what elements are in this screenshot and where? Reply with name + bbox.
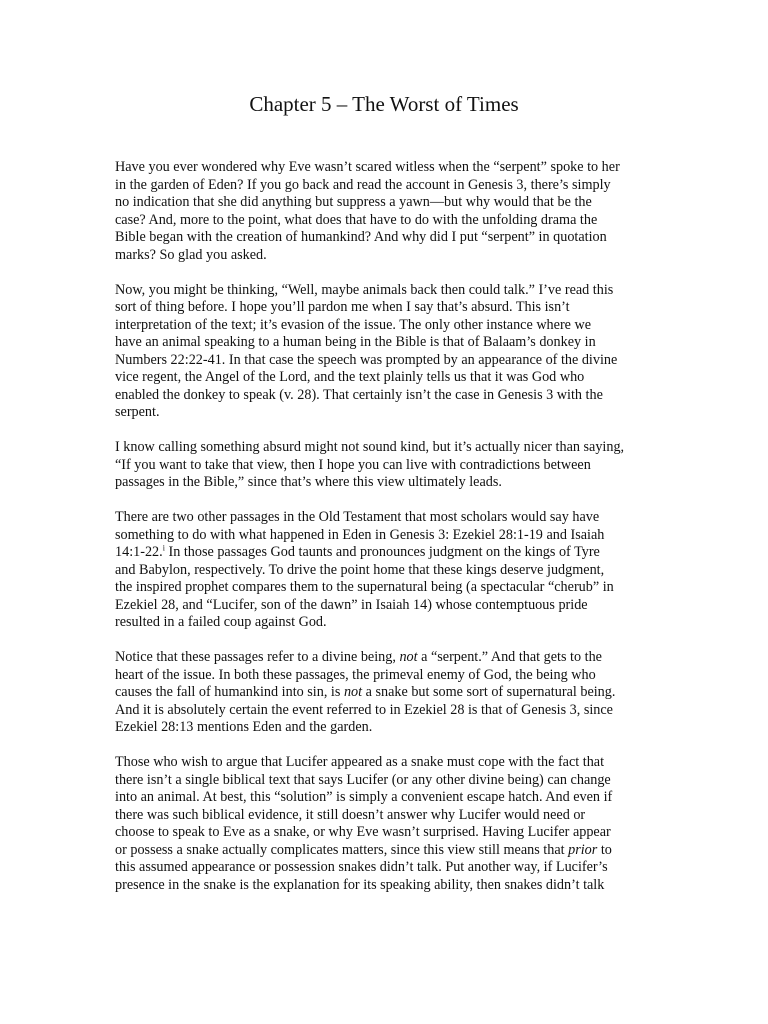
text-line: And it is absolutely certain the event referred to in Ezekiel 28 is that of Genesis 3, since bbox=[115, 701, 613, 718]
emphasis: not bbox=[399, 649, 418, 665]
text-line: heart of the issue. In both these passages, the primeval enemy of God, the being who bbox=[115, 666, 596, 683]
text-line: marks? So glad you asked. bbox=[115, 246, 267, 263]
text-line: passages in the Bible,” since that’s where this view ultimately leads. bbox=[115, 474, 502, 490]
text-segment: or possess a snake actually complicates matters, since this view still means that bbox=[115, 841, 569, 858]
text-line: interpretation of the text; it’s evasion of the issue. The only other instance where we bbox=[115, 316, 592, 333]
text-line bbox=[115, 544, 663, 562]
text-line: choose to speak to Eve as a snake, or why Eve wasn’t surprised. Having Lucifer appear bbox=[115, 824, 611, 840]
text-line: case? And, more to the point, what does that have to do with the unfolding drama the bbox=[115, 211, 598, 228]
text-line: Ezekiel 28:13 mentions Eden and the garden. bbox=[115, 719, 373, 735]
text-line: vice regent, the Angel of the Lord, and the text plainly tells us that it was God who bbox=[115, 369, 585, 385]
text-segment: to bbox=[597, 841, 612, 858]
text-segment: a “serpent.” And that gets to the bbox=[417, 649, 602, 665]
text-line: resulted in a failed coup against God. bbox=[115, 614, 327, 630]
text-line bbox=[115, 684, 663, 702]
emphasis: not bbox=[343, 684, 363, 700]
paragraph-3 bbox=[115, 439, 663, 492]
text-line: Now, you might be thinking, “Well, maybe animals back then could talk.” I’ve read this bbox=[115, 281, 614, 298]
text-segment: In those passages God taunts and pronounces judgment on the kings of Tyre bbox=[164, 544, 600, 560]
text-line: Have you ever wondered why Eve wasn’t scared witless when the “serpent” spoke to her bbox=[115, 159, 620, 175]
text-line: there isn’t a single biblical text that says Lucifer (or any other divine being) can change bbox=[115, 771, 611, 788]
text-line: Bible began with the creation of humankind? And why did I put “serpent” in quotation bbox=[115, 229, 607, 245]
text-line: enabled the donkey to speak (v. 28). That certainly isn’t the case in Genesis 3 with the bbox=[115, 386, 603, 403]
paragraph-1 bbox=[115, 159, 663, 264]
footnote-marker: i bbox=[162, 543, 165, 553]
text-line bbox=[115, 649, 663, 667]
paragraph-2 bbox=[115, 282, 663, 422]
text-line: something to do with what happened in Eden in Genesis 3: Ezekiel 28:1-19 and Isaiah bbox=[115, 526, 605, 543]
text-segment: causes the fall of humankind into sin, is bbox=[115, 684, 344, 700]
text-line: there was such biblical evidence, it still doesn’t answer why Lucifer would need or bbox=[115, 806, 586, 823]
text-line: Numbers 22:22-41. In that case the speech was prompted by an appearance of the divine bbox=[115, 351, 618, 368]
text-line: I know calling something absurd might not sound kind, but it’s actually nicer than saying, bbox=[115, 439, 625, 455]
text-line: have an animal speaking to a human being in the Bible is that of Balaam’s donkey in bbox=[115, 334, 596, 350]
paragraph-5 bbox=[115, 649, 663, 737]
text-segment: a snake but some sort of supernatural being. bbox=[362, 684, 616, 700]
text-segment: 14:1-22. bbox=[115, 544, 163, 560]
paragraph-4 bbox=[115, 509, 663, 632]
emphasis: prior bbox=[568, 841, 598, 858]
text-line: Ezekiel 28, and “Lucifer, son of the dawn” in Isaiah 14) whose contemptuous pride bbox=[115, 596, 588, 613]
text-line: sort of thing before. I hope you’ll pardon me when I say that’s absurd. This isn’t bbox=[115, 299, 570, 315]
text-line: this assumed appearance or possession snakes didn’t talk. Put another way, if Lucifer’s bbox=[115, 859, 608, 875]
text-line: “If you want to take that view, then I hope you can live with contradictions between bbox=[115, 456, 591, 473]
text-line: and Babylon, respectively. To drive the point home that these kings deserve judgment, bbox=[115, 561, 605, 578]
text-line: Those who wish to argue that Lucifer appeared as a snake must cope with the fact that bbox=[115, 754, 605, 770]
text-line: no indication that she did anything but suppress a yawn—but why would that be the bbox=[115, 194, 592, 210]
chapter-title: Chapter 5 – The Worst of Times bbox=[249, 92, 519, 116]
text-line bbox=[115, 842, 663, 860]
document-body bbox=[115, 159, 663, 912]
text-segment: Notice that these passages refer to a divine being, bbox=[115, 649, 400, 665]
text-line: There are two other passages in the Old Testament that most scholars would say have bbox=[115, 509, 600, 525]
text-line: presence in the snake is the explanation for its speaking ability, then snakes didn’t talk bbox=[115, 876, 605, 893]
text-line: serpent. bbox=[115, 404, 160, 420]
paragraph-6 bbox=[115, 754, 663, 894]
text-line: in the garden of Eden? If you go back and read the account in Genesis 3, there’s simply bbox=[115, 176, 611, 193]
text-line: the inspired prophet compares them to the supernatural being (a spectacular “cherub” in bbox=[115, 579, 614, 595]
text-line: into an animal. At best, this “solution” is simply a convenient escape hatch. And even if bbox=[115, 789, 613, 805]
